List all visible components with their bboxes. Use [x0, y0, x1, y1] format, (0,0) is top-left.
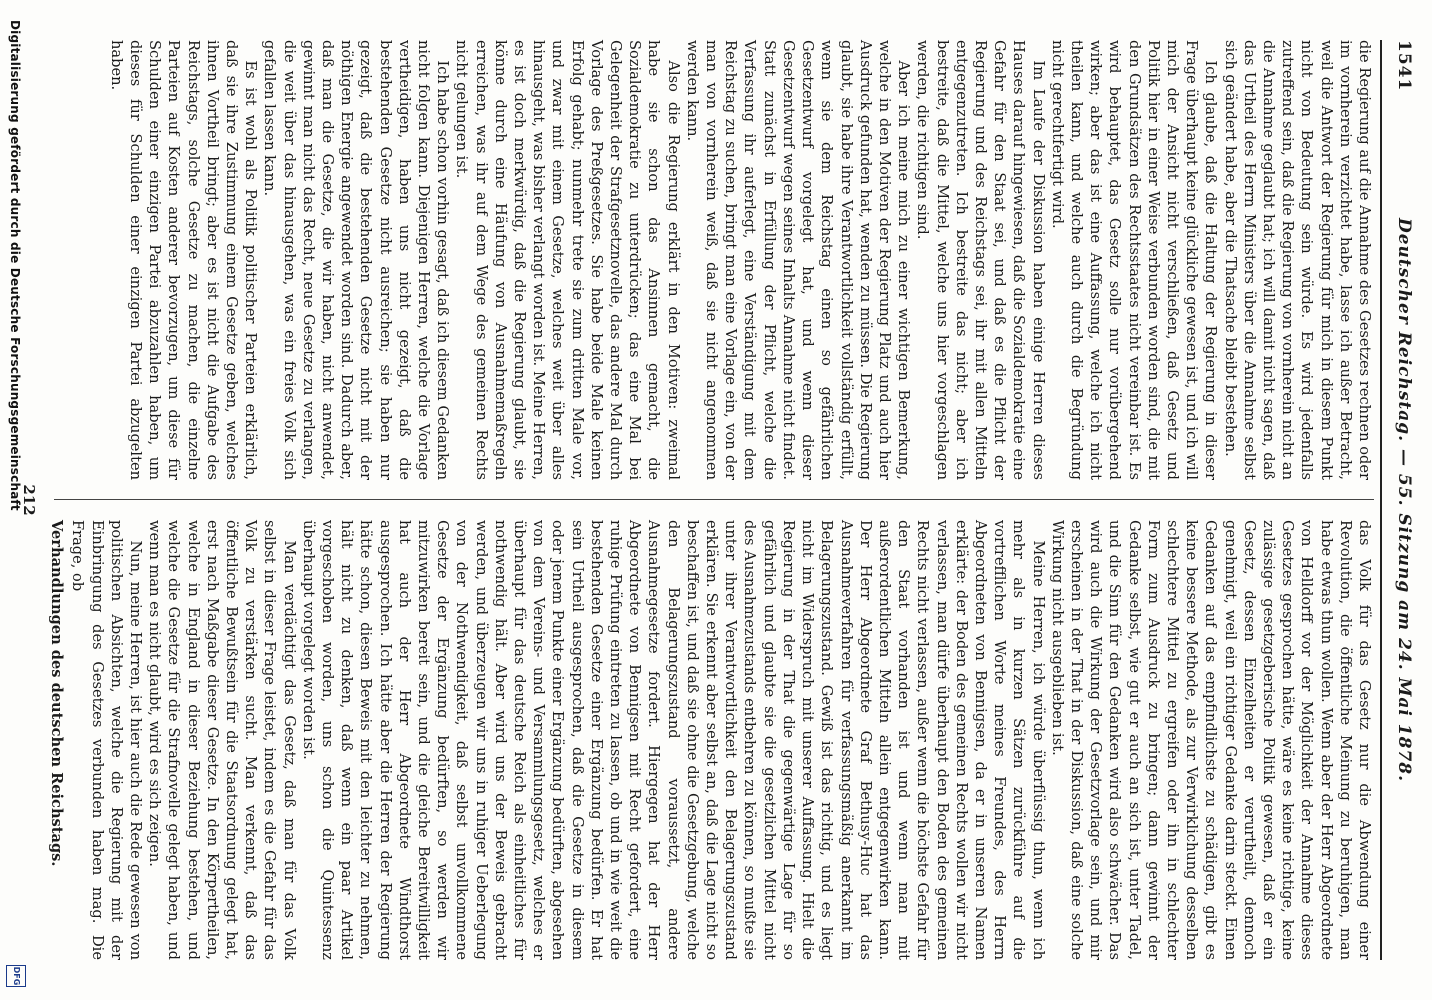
paragraph: Also die Regierung erklärt in den Motiven: zweimal habe sie schon das Ansinnen gemacht, die Sozialdemokratie zu unterdrücken; das eine Mal bei Gelegenheit der Strafgesetznovelle, das andere Mal durch Vorlage des Preßgesetzes. Sie habe beide Male keinen Erfolg gehabt; nunmehr trete sie zum dritten Male vor, und zwar mit einem Gesetze, welches weit über alles hinausgeht, was bisher verlangt worden ist. Meine Herren, es ist doch merkwürdig, daß die Regierung glaubt, sie könne durch eine Häufung von Ausnahmemaßregeln erreichen, was ihr auf dem Wege des gemeinen Rechts nicht gelungen ist.	[453, 40, 682, 480]
paragraph: die Regierung auf die Annahme des Gesetzes rechnen oder im vornherein verzichtet habe, lasse ich außer Betracht, weil die Antwort der Regierung für mich in diesem Punkt nicht von Bedeutung sein würde. Es wird jedenfalls zutreffend sein, daß die Regierung von vornherein nicht an die Annahme geglaubt hat; ich will damit nicht sagen, daß das Urtheil des Herrn Ministers über die Annahme selbst sich geändert habe, aber die Thatsache bleibt bestehen.	[1221, 40, 1373, 480]
paragraph: Meine Herren, ich würde überflüssig thun, wenn ich mehr als in kurzen Sätzen zurückführe auf die vortrefflichen Worte meines Freundes, des Herrn Abgeordneten von Bennigsen, da er in unseren Namen erklärte: der Boden des gemeinen Rechts wollen wir nicht verlassen, man dürfe überhaupt den Boden des gemeinen Rechts nicht verlassen, außer wenn die höchste Gefahr für den Staat vorhanden ist und wenn man mit außerordentlichen Mitteln allein entgegenwirken kann. Der Herr Abgeordnete Graf Bethusy-Huc hat das Ausnahmeverfahren für verfassungsmäßig anerkannt im Belagerungszustand. Gewiß ist das richtig, und es liegt nicht im Widerspruch mit unserer Auffassung. Hielt die Regierung in der That die gegenwärtige Lage für so gefährlich und glaubte sie die gesetzlichen Mittel nicht des Ausnahmezustands entbehren zu können, so mußte sie unter ihrer Verantwortlichkeit den Belagerungszustand erklären. Sie erkennt aber selbst an, daß die Lage nicht so beschaffen ist, und daß sie ohne die Gesetzgebung, welche den Belagerungszustand voraussetzt, andere Ausnahmegesetze fordert. Hiergegen hat der Herr Abgeordnete von Bennigsen mit Recht gefordert, eine ruhige Prüfung eintreten zu lassen, ob und in wie weit die bestehenden Gesetze einer Ergänzung bedürfen. Er hat sein Urtheil ausgesprochen, daß die Gesetze in diesem oder jenem Punkte einer Ergänzung bedürften, abgesehen von dem Vereins- und Versammlungsgesetz, welches er überhaupt für das deutsche Reich als einheitliches für nothwendig hält. Aber wird uns der Beweis gebracht werden, und überzeugen wir uns in ruhiger Ueberlegung von der Nothwendigkeit, daß selbst unvollkommene Gesetze der Ergänzung bedürften, so werden wir mitzuwirken bereit sein, und die gleiche Bereitwilligkeit hat auch der Herr Abgeordnete Windthorst ausgesprochen. Ich hätte aber die Herren der Regierung hätte schon, diesen Beweis mit den leichter zu nehmen, hält nicht zu denken, daß wenn ein paar Artikel vorgeschoben worden, uns schon die Quintessenz überhaupt vorgelegt worden ist.	[299, 520, 1047, 960]
signoff-line: Verhandlungen des deutschen Reichstags.	[48, 520, 66, 867]
paragraph: Man verdächtigt das Gesetz, daß man für das Volk selbst in dieser Frage leistet, indem es die Gefahr für das Volk zu verstärken sucht. Man verkennt, daß das öffentliche Bewußtsein für die Staatsordnung gelegt hat, erst nach Maßgabe dieser Gesetze. In den Körpertheilen, welche in England in dieser Beziehung bestehen, und welche die Gesetze für die Strafnovelle gelegt haben, und wenn man es nicht glaubt, wird es sich zeigen.	[146, 520, 298, 960]
header-rule	[1380, 40, 1382, 960]
paragraph: Ich glaube, daß die Haltung der Regierung in dieser Frage überhaupt keine glückliche gewesen ist, und ich will mich der Ansicht nicht verschließen, daß Gesetz und Politik hier in einer Weise verbunden worden sind, die mit den Grundsätzen des Rechtsstaates nicht vereinbar ist. Es wird behauptet, das Gesetz solle nur vorübergehend wirken; aber das ist eine Auffassung, welche ich nicht theilen kann, und welche auch durch die Begründung nicht gerechtfertigt wird.	[1048, 40, 1220, 480]
text-column-right	[48, 520, 1374, 960]
digitization-credit-text: Digitalisierung gefördert durch die Deutsche Forschungsgemeinschaft	[8, 20, 22, 511]
column-divider	[54, 499, 1374, 500]
paragraph: Nun, meine Herren, ist hier auch die Rede gewesen von politischen Absichten, welche die Regierung mit der Einbringung des Gesetzes verbunden haben mag. Die Frage, ob	[69, 520, 144, 960]
session-title: Deutscher Reichstag. — 55. Sitzung am 24. Mai 1878.	[1394, 217, 1414, 783]
paragraph: Aber ich meine mich zu einer wichtigen Bemerkung, welche in den Motiven der Regierung Platz und auch hier Ausdruck gefunden hat, wenden zu müssen. Die Regierung glaubt, sie habe ihre Verantwortlichkeit vollständig erfüllt, wenn sie dem Reichstag einen so gefährlichen Gesetzentwurf vorgelegt hat, und wenn dieser Gesetzentwurf wegen seines Inhalts Annahme nicht findet. Statt zunächst in Erfüllung der Pflicht, welche die Verfassung ihr auferlegt, eine Verständigung mit dem Reichstag zu suchen, bringt man eine Vorlage ein, von der man von vornherein weiß, daß sie nicht angenommen werden kann.	[683, 40, 913, 480]
paragraph: Es ist wohl als Politik politischer Parteien erklärlich, daß sie ihre Zustimmung einem Gesetze geben, welches ihnen Vortheil bringt; aber es ist nicht die Aufgabe des Reichstags, solche Gesetze zu machen, die einzelne Parteien auf Kosten anderer bevorzugen, um diese für Schulden einer einzigen Partei abzuzahlen haben, um dieses für Schulden einer einzigen Partei abzugelten haben.	[107, 40, 260, 480]
text-column-left	[54, 40, 1374, 480]
paragraph: Im Laufe der Diskussion haben einige Herren dieses Hauses darauf hingewiesen, daß die Sozialdemokratie eine Gefahr für den Staat sei, und daß es die Pflicht der Regierung und des Reichstags sei, ihr mit allen Mitteln entgegenzutreten. Ich bestreite das nicht; aber ich bestreite, daß die Mittel, welche uns hier vorgeschlagen werden, die richtigen sind.	[914, 40, 1047, 480]
dfg-logo-icon: DFG	[6, 965, 26, 987]
paragraph: Ich habe schon vorhin gesagt, daß ich diesem Gedanken nicht folgen kann. Diejenigen Herren, welche die Vorlage vertheidigen, haben uns nicht gezeigt, daß die bestehenden Gesetze nicht ausreichen; sie haben nur gezeigt, daß die bestehenden Gesetze nicht mit der nöthigen Energie angewendet worden sind. Dadurch aber, daß man die Gesetze, die wir haben, nicht anwendet, gewinnt man nicht das Recht, neue Gesetze zu verlangen, die weit über das hinausgehen, was ein freies Volk sich gefallen lassen kann.	[261, 40, 452, 480]
signature-number: 212	[20, 484, 38, 516]
running-header	[1386, 40, 1414, 960]
digitization-credit	[0, 0, 32, 1000]
page-number-header: 1541	[1394, 40, 1414, 92]
paragraph: das Volk für das Gesetz nur die Abwendung einer Revolution, die öffentliche Meinung zu beruhigen, man habe etwas thun wollen. Wenn aber der Herr Abgeordnete von Helldorff vor der Möglichkeit der Annahme dieses Gesetzes gesprochen hätte, wäre es keine richtige, keine zulässige gesetzgeberische Politik gewesen, daß er ein Gesetz, dessen Einzelheiten er verurtheilt, dennoch genehmigt, weil ein richtiger Gedanke darin steckt. Einen Gedanken auf das empfindlichste zu schädigen, gibt es keine bessere Methode, als zur Verwirklichung desselben schlechtere Mittel zu ergreifen oder ihn in schlechter Form zum Ausdruck zu bringen; dann gewinnt der Gedanke selbst, wie gut er auch an sich ist, unter Tadel, und die Sinn für den Gedanken wird also schwächer. Das wird auch die Wirkung der Gesetzvorlage sein, und mir erscheinen in der That in der Diskussion, daß eine solche Wirkung nicht ausgeblieben ist.	[1048, 520, 1373, 960]
